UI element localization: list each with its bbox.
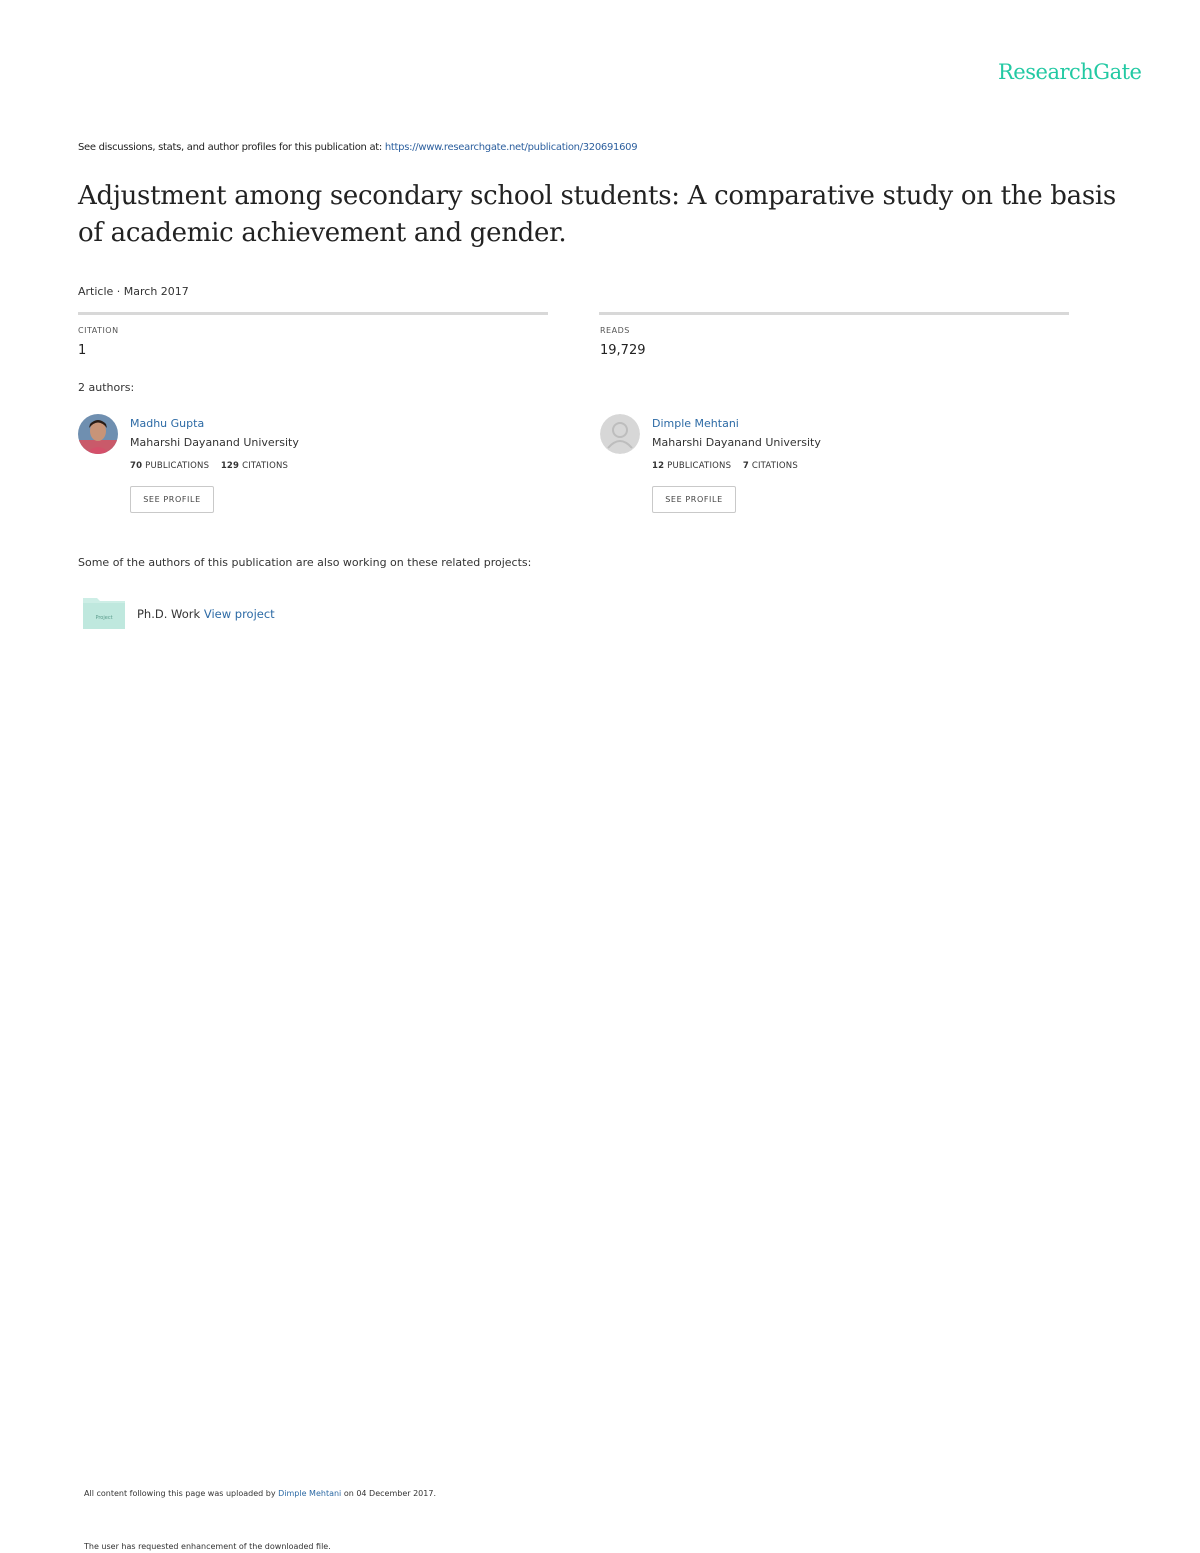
citation-divider bbox=[78, 312, 548, 315]
person-placeholder-icon[interactable] bbox=[600, 414, 640, 454]
project-item bbox=[82, 594, 382, 630]
project-icon-label: Project bbox=[95, 615, 113, 621]
see-profile-button[interactable]: SEE PROFILE bbox=[130, 486, 214, 513]
upload-note bbox=[84, 1489, 436, 1498]
citations-label: CITATIONS bbox=[751, 461, 798, 471]
author-name-link[interactable]: Madhu Gupta bbox=[130, 417, 205, 430]
reads-divider bbox=[599, 312, 1069, 315]
authors-count: 2 authors: bbox=[78, 381, 135, 394]
citation-count: 1 bbox=[78, 343, 87, 358]
related-projects-heading: Some of the authors of this publication are also working on these related projects: bbox=[78, 556, 532, 569]
publication-url-link[interactable]: https://www.researchgate.net/publication/320691609 bbox=[384, 142, 638, 153]
citation-label: CITATION bbox=[78, 326, 119, 335]
source-line bbox=[78, 142, 637, 153]
author-card bbox=[600, 414, 980, 524]
publication-title: Adjustment among secondary school students: A comparative study on the basis of academic achievement and gender. bbox=[78, 181, 1116, 248]
author-stats bbox=[130, 461, 288, 471]
upload-prefix: All content following this page was uploaded by bbox=[84, 1489, 276, 1498]
author-institution: Maharshi Dayanand University bbox=[652, 436, 821, 449]
publications-label: PUBLICATIONS bbox=[145, 461, 210, 471]
reads-label: READS bbox=[600, 326, 630, 335]
author-avatar[interactable] bbox=[78, 414, 118, 454]
researchgate-logo[interactable]: ResearchGate bbox=[998, 60, 1142, 84]
citations-label: CITATIONS bbox=[242, 461, 289, 471]
author-card bbox=[78, 414, 458, 524]
view-project-link[interactable]: View project bbox=[203, 607, 275, 621]
publications-count: 70 bbox=[130, 461, 143, 471]
author-stats bbox=[652, 461, 798, 471]
citations-count: 7 bbox=[742, 461, 749, 471]
author-institution: Maharshi Dayanand University bbox=[130, 436, 299, 449]
upload-suffix: on 04 December 2017. bbox=[343, 1489, 436, 1498]
publications-label: PUBLICATIONS bbox=[667, 461, 732, 471]
reads-count: 19,729 bbox=[600, 343, 646, 358]
enhancement-note: The user has requested enhancement of the downloaded file. bbox=[84, 1542, 331, 1551]
author-name-link[interactable]: Dimple Mehtani bbox=[652, 417, 739, 430]
citations-count: 129 bbox=[220, 461, 240, 471]
project-name: Ph.D. Work bbox=[137, 607, 201, 621]
uploader-link[interactable]: Dimple Mehtani bbox=[278, 1489, 342, 1498]
source-text: See discussions, stats, and author profiles for this publication at: bbox=[78, 142, 382, 153]
project-text bbox=[137, 607, 275, 621]
see-profile-button[interactable]: SEE PROFILE bbox=[652, 486, 736, 513]
publication-meta: Article · March 2017 bbox=[78, 285, 189, 298]
folder-icon bbox=[82, 594, 126, 630]
publications-count: 12 bbox=[652, 461, 665, 471]
